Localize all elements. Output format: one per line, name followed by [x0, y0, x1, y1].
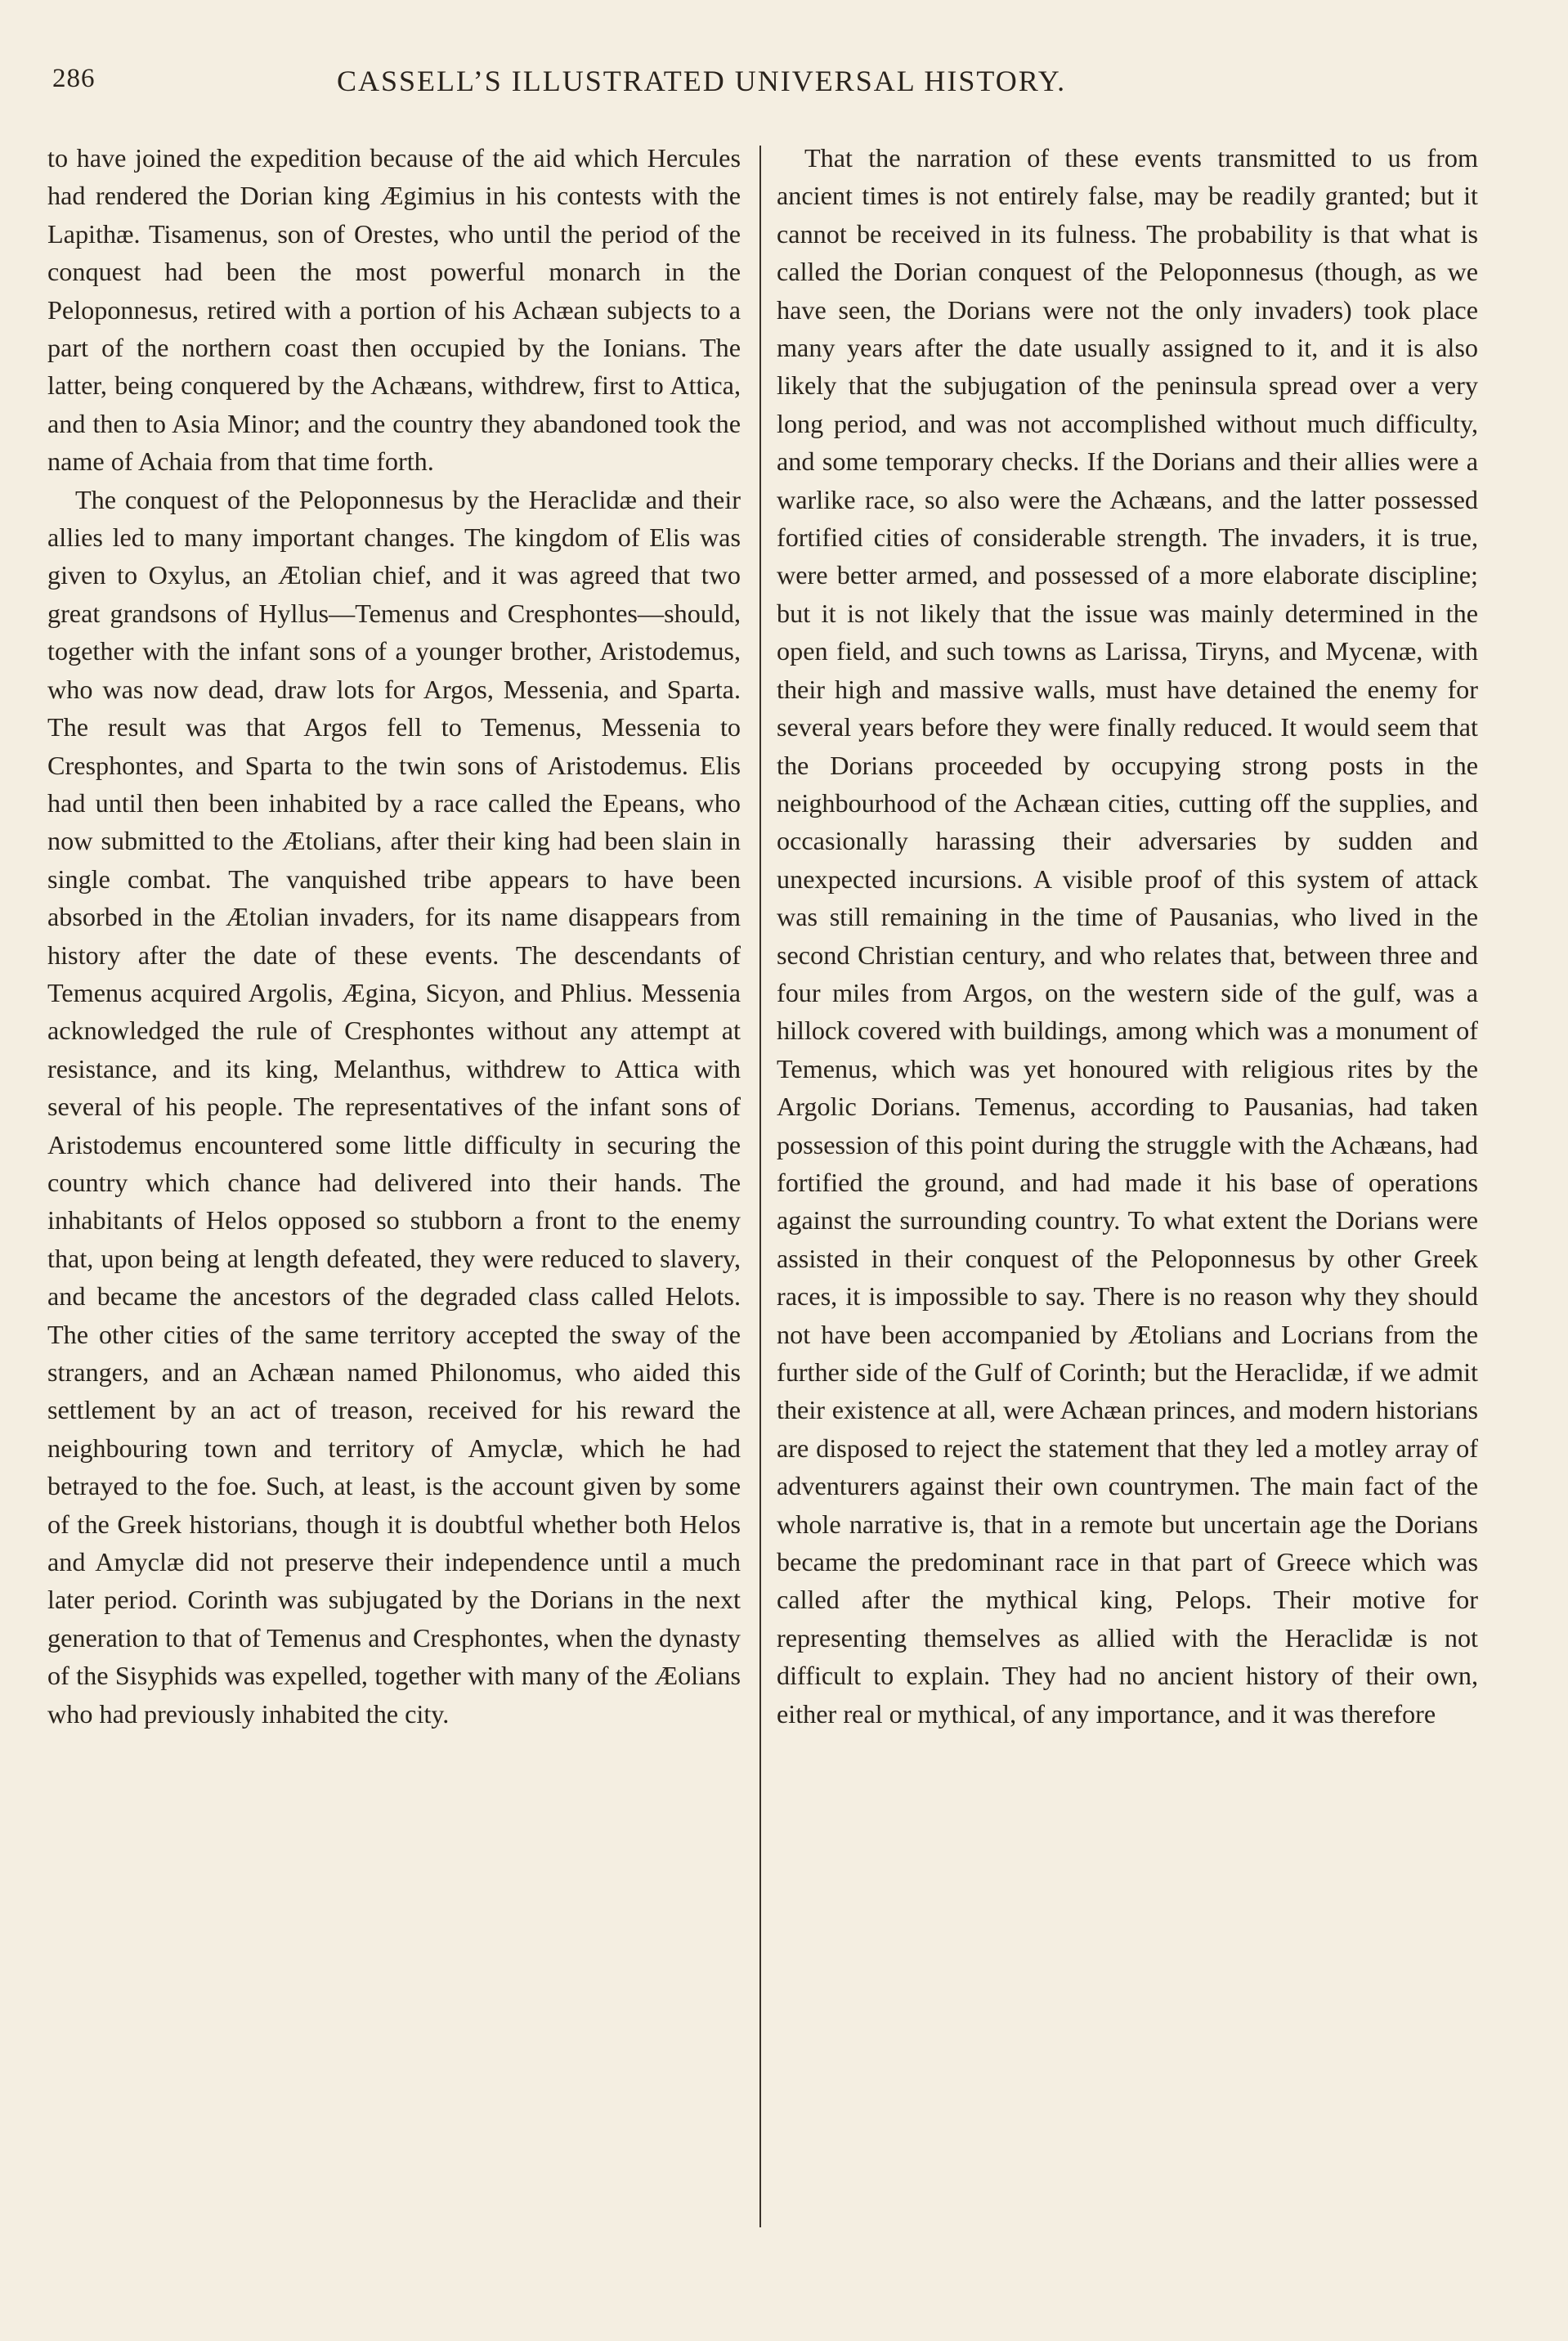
- left-column: [47, 139, 741, 1733]
- paragraph-conquest-consequences: The conquest of the Peloponnesus by the Heraclidæ and their allies led to many important changes. The kingdom of Elis was given to Oxylus, an Ætolian chief, and it was agreed that two great grandsons of Hyllus—Temenus and Cresphontes—should, together with the infant sons of a younger brother, Aristodemus, who was now dead, draw lots for Argos, Messenia, and Sparta. The result was that Argos fell to Temenus, Messenia to Cresphontes, and Sparta to the twin sons of Aristodemus. Elis had until then been inhabited by a race called the Epeans, who now submitted to the Ætolians, after their king had been slain in single combat. The vanquished tribe appears to have been absorbed in the Ætolian invaders, for its name disappears from history after the date of these events. The descendants of Temenus acquired Argolis, Ægina, Sicyon, and Phlius. Messenia acknowledged the rule of Cresphontes without any attempt at resistance, and its king, Melanthus, withdrew to Attica with several of his people. The representatives of the infant sons of Aristodemus encountered some little difficulty in securing the country which chance had delivered into their hands. The inhabitants of Helos opposed so stubborn a front to the enemy that, upon being at length defeated, they were reduced to slavery, and became the ancestors of the degraded class called Helots. The other cities of the same territory accepted the sway of the strangers, and an Achæan named Philonomus, who aided this settlement by an act of treason, received for his reward the neighbouring town and territory of Amyclæ, which he had betrayed to the foe. Such, at least, is the account given by some of the Greek historians, though it is doubtful whether both Helos and Amyclæ did not preserve their independence until a much later period. Corinth was subjugated by the Dorians in the next generation to that of Temenus and Cresphontes, when the dynasty of the Sisyphids was expelled, together with many of the Æolians who had previously inhabited the city.: [47, 484, 741, 1729]
- running-title: CASSELL’S ILLUSTRATED UNIVERSAL HISTORY.: [337, 65, 1067, 97]
- right-column: [777, 139, 1478, 1733]
- running-head: [52, 64, 1190, 113]
- column-divider: [759, 146, 761, 2227]
- page-number: 286: [52, 64, 96, 93]
- paragraph-narration-analysis: That the narration of these events transmitted to us from ancient times is not entirely false, may be readily granted; but it cannot be received in its fulness. The probability is that what is called the Dorian conquest of the Peloponnesus (though, as we have seen, the Dorians were not the only invaders) took place many years after the date usually assigned to it, and it is also likely that the subjugation of the peninsula spread over a very long period, and was not accomplished without much difficulty, and some temporary checks. If the Dorians and their allies were a warlike race, so also were the Achæans, and the latter possessed fortified cities of considerable strength. The invaders, it is true, were better armed, and possessed of a more elaborate discipline; but it is not likely that the issue was mainly determined in the open field, and such towns as Larissa, Tiryns, and Mycenæ, with their high and massive walls, must have detained the enemy for several years before they were finally reduced. It would seem that the Dorians proceeded by occupying strong posts in the neighbourhood of the Achæan cities, cutting off the supplies, and occasionally harassing their adversaries by sudden and unexpected incursions. A visible proof of this system of attack was still remaining in the time of Pausanias, who lived in the second Christian century, and who relates that, between three and four miles from Argos, on the western side of the gulf, was a hillock covered with buildings, among which was a monument of Temenus, which was yet honoured with religious rites by the Argolic Dorians. Temenus, according to Pausanias, had taken possession of this point during the struggle with the Achæans, had fortified the ground, and had made it his base of operations against the surrounding country. To what extent the Dorians were assisted in their conquest of the Peloponnesus by other Greek races, it is impossible to say. There is no reason why they should not have been accompanied by Ætolians and Locrians from the further side of the Gulf of Corinth; but the Heraclidæ, if we admit their existence at all, were Achæan princes, and modern historians are disposed to reject the statement that they led a motley array of adventurers against their own countrymen. The main fact of the whole narrative is, that in a remote but uncertain age the Dorians became the predominant race in that part of Greece which was called after the mythical king, Pelops. Their motive for representing themselves as allied with the Heraclidæ is not difficult to explain. They had no ancient history of their own, either real or mythical, of any importance, and it was therefore: [777, 143, 1478, 1729]
- paragraph-continued: to have joined the expedition because of the aid which Hercules had rendered the Dorian king Ægimius in his contests with the Lapithæ. Tisamenus, son of Orestes, who until the period of the conquest had been the most powerful monarch in the Peloponnesus, retired with a portion of his Achæan subjects to a part of the northern coast then occupied by the Ionians. The latter, being conquered by the Achæans, withdrew, first to Attica, and then to Asia Minor; and the country they abandoned took the name of Achaia from that time forth.: [47, 143, 741, 477]
